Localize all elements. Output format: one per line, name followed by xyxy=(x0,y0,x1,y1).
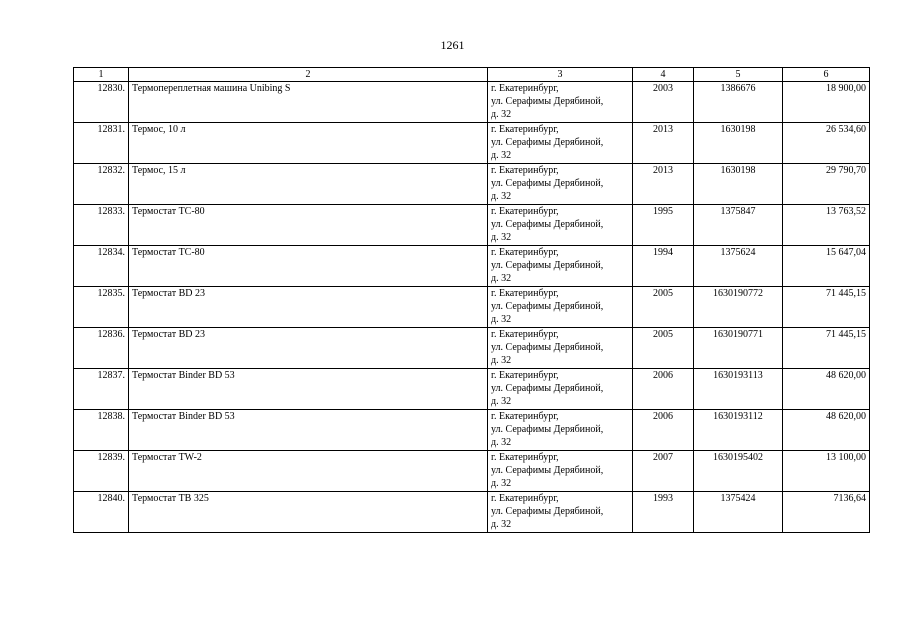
item-name: Термостат ТС-80 xyxy=(129,205,488,246)
item-address xyxy=(488,369,633,410)
address-line: ул. Серафимы Дерябиной, xyxy=(491,178,604,189)
table-body xyxy=(74,82,870,533)
address-line: г. Екатеринбург, xyxy=(491,493,559,504)
item-cost: 15 647,04 xyxy=(783,246,870,287)
item-name: Термостат Binder BD 53 xyxy=(129,369,488,410)
address-line: ул. Серафимы Дерябиной, xyxy=(491,96,604,107)
column-header-5: 5 xyxy=(694,68,783,82)
item-year: 2006 xyxy=(633,410,694,451)
table-row xyxy=(74,410,870,451)
item-cost: 29 790,70 xyxy=(783,164,870,205)
row-number: 12834. xyxy=(74,246,129,287)
item-year: 2013 xyxy=(633,123,694,164)
item-year: 2005 xyxy=(633,328,694,369)
item-year: 2006 xyxy=(633,369,694,410)
address-line: д. 32 xyxy=(491,109,512,120)
inventory-number: 1386676 xyxy=(694,82,783,123)
table-row xyxy=(74,287,870,328)
address-line: ул. Серафимы Дерябиной, xyxy=(491,219,604,230)
item-address xyxy=(488,205,633,246)
inventory-number: 1630198 xyxy=(694,123,783,164)
row-number: 12832. xyxy=(74,164,129,205)
inventory-number: 1375424 xyxy=(694,492,783,533)
address-line: д. 32 xyxy=(491,355,512,366)
address-line: ул. Серафимы Дерябиной, xyxy=(491,383,604,394)
address-line: ул. Серафимы Дерябиной, xyxy=(491,137,604,148)
inventory-number: 1630198 xyxy=(694,164,783,205)
item-name: Термостат Binder BD 53 xyxy=(129,410,488,451)
inventory-number: 1375847 xyxy=(694,205,783,246)
inventory-number: 1630193112 xyxy=(694,410,783,451)
table-header-row xyxy=(74,68,870,82)
address-line: г. Екатеринбург, xyxy=(491,124,559,135)
column-header-4: 4 xyxy=(633,68,694,82)
address-line: д. 32 xyxy=(491,314,512,325)
item-year: 1994 xyxy=(633,246,694,287)
item-address xyxy=(488,451,633,492)
item-cost: 18 900,00 xyxy=(783,82,870,123)
row-number: 12840. xyxy=(74,492,129,533)
item-cost: 26 534,60 xyxy=(783,123,870,164)
row-number: 12831. xyxy=(74,123,129,164)
item-address xyxy=(488,287,633,328)
table-row xyxy=(74,205,870,246)
table-row xyxy=(74,82,870,123)
item-address xyxy=(488,123,633,164)
column-header-3: 3 xyxy=(488,68,633,82)
address-line: г. Екатеринбург, xyxy=(491,247,559,258)
item-cost: 48 620,00 xyxy=(783,410,870,451)
row-number: 12830. xyxy=(74,82,129,123)
item-year: 2003 xyxy=(633,82,694,123)
address-line: г. Екатеринбург, xyxy=(491,288,559,299)
item-name: Термопереплетная машина Unibing S xyxy=(129,82,488,123)
item-year: 2013 xyxy=(633,164,694,205)
item-cost: 48 620,00 xyxy=(783,369,870,410)
row-number: 12836. xyxy=(74,328,129,369)
table-row xyxy=(74,123,870,164)
item-address xyxy=(488,410,633,451)
address-line: г. Екатеринбург, xyxy=(491,206,559,217)
item-year: 1993 xyxy=(633,492,694,533)
item-year: 2007 xyxy=(633,451,694,492)
inventory-number: 1630190772 xyxy=(694,287,783,328)
table-row xyxy=(74,492,870,533)
address-line: г. Екатеринбург, xyxy=(491,329,559,340)
inventory-number: 1375624 xyxy=(694,246,783,287)
item-name: Термос, 10 л xyxy=(129,123,488,164)
address-line: д. 32 xyxy=(491,478,512,489)
table-row xyxy=(74,451,870,492)
column-header-6: 6 xyxy=(783,68,870,82)
address-line: д. 32 xyxy=(491,519,512,530)
address-line: г. Екатеринбург, xyxy=(491,83,559,94)
item-name: Термостат ТС-80 xyxy=(129,246,488,287)
address-line: д. 32 xyxy=(491,437,512,448)
item-cost: 71 445,15 xyxy=(783,328,870,369)
address-line: г. Екатеринбург, xyxy=(491,370,559,381)
address-line: ул. Серафимы Дерябиной, xyxy=(491,342,604,353)
item-name: Термостат TW-2 xyxy=(129,451,488,492)
item-name: Термостат BD 23 xyxy=(129,328,488,369)
row-number: 12833. xyxy=(74,205,129,246)
address-line: ул. Серафимы Дерябиной, xyxy=(491,260,604,271)
item-name: Термостат BD 23 xyxy=(129,287,488,328)
item-name: Термостат ТВ 325 xyxy=(129,492,488,533)
item-cost: 13 763,52 xyxy=(783,205,870,246)
row-number: 12835. xyxy=(74,287,129,328)
inventory-number: 1630195402 xyxy=(694,451,783,492)
item-cost: 7136,64 xyxy=(783,492,870,533)
address-line: д. 32 xyxy=(491,150,512,161)
item-address xyxy=(488,328,633,369)
item-name: Термос, 15 л xyxy=(129,164,488,205)
inventory-number: 1630190771 xyxy=(694,328,783,369)
row-number: 12839. xyxy=(74,451,129,492)
address-line: ул. Серафимы Дерябиной, xyxy=(491,301,604,312)
column-header-2: 2 xyxy=(129,68,488,82)
item-address xyxy=(488,246,633,287)
address-line: ул. Серафимы Дерябиной, xyxy=(491,424,604,435)
address-line: г. Екатеринбург, xyxy=(491,452,559,463)
item-year: 2005 xyxy=(633,287,694,328)
address-line: д. 32 xyxy=(491,191,512,202)
item-cost: 71 445,15 xyxy=(783,287,870,328)
item-cost: 13 100,00 xyxy=(783,451,870,492)
column-header-1: 1 xyxy=(74,68,129,82)
row-number: 12837. xyxy=(74,369,129,410)
item-address xyxy=(488,492,633,533)
table-row xyxy=(74,164,870,205)
address-line: г. Екатеринбург, xyxy=(491,165,559,176)
page-number: 1261 xyxy=(440,38,465,52)
property-registry-table xyxy=(73,67,870,533)
address-line: г. Екатеринбург, xyxy=(491,411,559,422)
table-row xyxy=(74,369,870,410)
address-line: ул. Серафимы Дерябиной, xyxy=(491,506,604,517)
address-line: д. 32 xyxy=(491,273,512,284)
address-line: д. 32 xyxy=(491,396,512,407)
table-row xyxy=(74,246,870,287)
item-address xyxy=(488,164,633,205)
address-line: д. 32 xyxy=(491,232,512,243)
item-year: 1995 xyxy=(633,205,694,246)
item-address xyxy=(488,82,633,123)
row-number: 12838. xyxy=(74,410,129,451)
table-row xyxy=(74,328,870,369)
address-line: ул. Серафимы Дерябиной, xyxy=(491,465,604,476)
inventory-number: 1630193113 xyxy=(694,369,783,410)
